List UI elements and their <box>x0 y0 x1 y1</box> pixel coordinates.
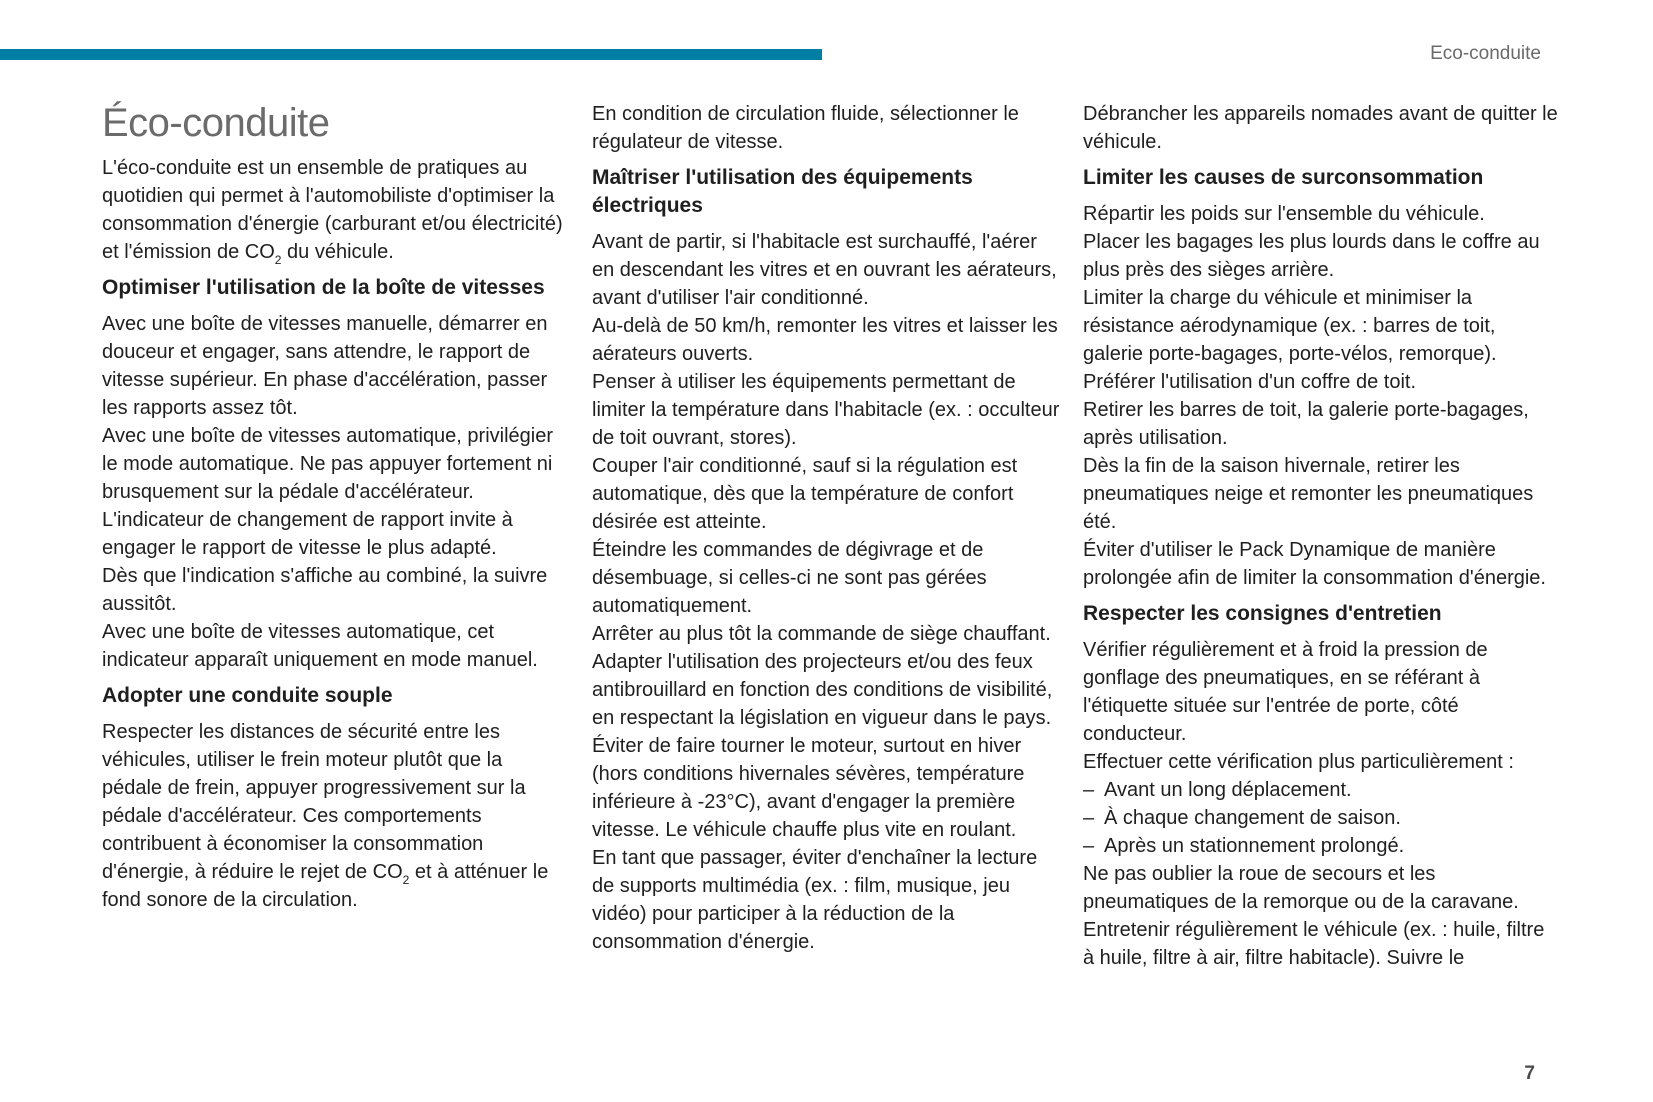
section-heading-electrical-equipment: Maîtriser l'utilisation des équipements électriques <box>592 166 973 217</box>
intro-paragraph: L'éco-conduite est un ensemble de pratiques au quotidien qui permet à l'automobiliste d'optimiser la consommation d'énergie (carburant et/ou électricité) et l'émission de $CO_2$ du véhicule. <box>102 157 563 267</box>
list-item: – Avant un long déplacement. <box>1083 776 1558 804</box>
dash-marker: – <box>1083 807 1095 829</box>
paragraph: Éteindre les commandes de dégivrage et de désembuage, si celles-ci ne sont pas gérées automatiquement. <box>592 539 987 617</box>
paragraph: Adapter l'utilisation des projecteurs et/ou des feux antibrouillard en fonction des conditions de visibilité, en respectant la législation en vigueur dans le pays. <box>592 651 1053 729</box>
section-heading-maintenance: Respecter les consignes d'entretien <box>1083 602 1442 625</box>
paragraph: Avec une boîte de vitesses manuelle, démarrer en douceur et engager, sans attendre, le rapport de vitesse supérieur. En phase d'accélération, passer les rapports assez tôt. <box>102 313 548 419</box>
paragraph: Placer les bagages les plus lourds dans le coffre au plus près des sièges arrière. <box>1083 231 1540 281</box>
running-header: Eco-conduite <box>1430 43 1541 64</box>
paragraph: Respecter les distances de sécurité entre les véhicules, utiliser le frein moteur plutôt que la pédale de frein, appuyer progressivement sur la pédale d'accélérateur. Ces comportements contribuent à économiser la consommation d'énergie, à réduire le rejet de $CO_2$ et à atténuer le fond sonore de la circulation. <box>102 721 549 911</box>
paragraph: Éviter d'utiliser le Pack Dynamique de manière prolongée afin de limiter la consommation d'énergie. <box>1083 539 1546 589</box>
paragraph: Arrêter au plus tôt la commande de siège chauffant. <box>592 623 1051 645</box>
list-item: – À chaque changement de saison. <box>1083 804 1558 832</box>
paragraph: En tant que passager, éviter d'enchaîner la lecture de supports multimédia (ex. : film, musique, jeu vidéo) pour participer à la réduction de la consommation d'énergie. <box>592 847 1038 953</box>
paragraph: Avant de partir, si l'habitacle est surchauffé, l'aérer en descendant les vitres et en ouvrant les aérateurs, avant d'utiliser l'air conditionné. <box>592 231 1057 309</box>
paragraph: Éviter de faire tourner le moteur, surtout en hiver (hors conditions hivernales sévères, température inférieure à -23°C), avant d'engager la première vitesse. Le véhicule chauffe plus vite en roulant. <box>592 735 1025 841</box>
column-1 <box>102 100 567 914</box>
paragraph: Effectuer cette vérification plus particulièrement : <box>1083 751 1514 773</box>
paragraph: Dès que l'indication s'affiche au combiné, la suivre aussitôt. <box>102 565 548 615</box>
paragraph: Dès la fin de la saison hivernale, retirer les pneumatiques neige et remonter les pneumatiques été. <box>1083 455 1534 533</box>
paragraph: Ne pas oublier la roue de secours et les pneumatiques de la remorque ou de la caravane. <box>1083 863 1519 913</box>
dash-marker: – <box>1083 835 1095 857</box>
paragraph: Couper l'air conditionné, sauf si la régulation est automatique, dès que la température de confort désirée est atteinte. <box>592 455 1018 533</box>
paragraph: Au-delà de 50 km/h, remonter les vitres et laisser les aérateurs ouverts. <box>592 315 1058 365</box>
paragraph: Penser à utiliser les équipements permettant de limiter la température dans l'habitacle (ex. : occulteur de toit ouvrant, stores). <box>592 371 1060 449</box>
paragraph: L'indicateur de changement de rapport invite à engager le rapport de vitesse le plus adapté. <box>102 509 513 559</box>
section-heading-smooth-driving: Adopter une conduite souple <box>102 684 393 707</box>
paragraph: Préférer l'utilisation d'un coffre de toit. <box>1083 371 1416 393</box>
paragraph: Débrancher les appareils nomades avant de quitter le véhicule. <box>1083 103 1558 153</box>
section-heading-overconsumption: Limiter les causes de surconsommation <box>1083 166 1484 189</box>
paragraph: Avec une boîte de vitesses automatique, privilégier le mode automatique. Ne pas appuyer fortement ni brusquement sur la pédale d'accélérateur. <box>102 425 554 503</box>
page-title: Éco-conduite <box>102 101 330 145</box>
paragraph: Répartir les poids sur l'ensemble du véhicule. <box>1083 203 1485 225</box>
page-number: 7 <box>1524 1063 1535 1084</box>
column-3 <box>1083 100 1558 972</box>
paragraph: Entretenir régulièrement le véhicule (ex. : huile, filtre à huile, filtre à air, filtre habitacle). Suivre le <box>1083 919 1545 969</box>
column-2 <box>592 100 1062 956</box>
section-heading-gearbox: Optimiser l'utilisation de la boîte de vitesses <box>102 276 545 299</box>
list-item: – Après un stationnement prolongé. <box>1083 832 1558 860</box>
paragraph: Retirer les barres de toit, la galerie porte-bagages, après utilisation. <box>1083 399 1529 449</box>
paragraph: Vérifier régulièrement et à froid la pression de gonflage des pneumatiques, en se référant à l'étiquette située sur l'entrée de porte, côté conducteur. <box>1083 639 1488 745</box>
paragraph: Avec une boîte de vitesses automatique, cet indicateur apparaît uniquement en mode manuel. <box>102 621 538 671</box>
header-accent-bar <box>0 49 822 60</box>
dash-marker: – <box>1083 779 1095 801</box>
paragraph: Limiter la charge du véhicule et minimiser la résistance aérodynamique (ex. : barres de toit, galerie porte-bagages, porte-vélos, remorque). <box>1083 287 1497 365</box>
paragraph: En condition de circulation fluide, sélectionner le régulateur de vitesse. <box>592 103 1019 153</box>
